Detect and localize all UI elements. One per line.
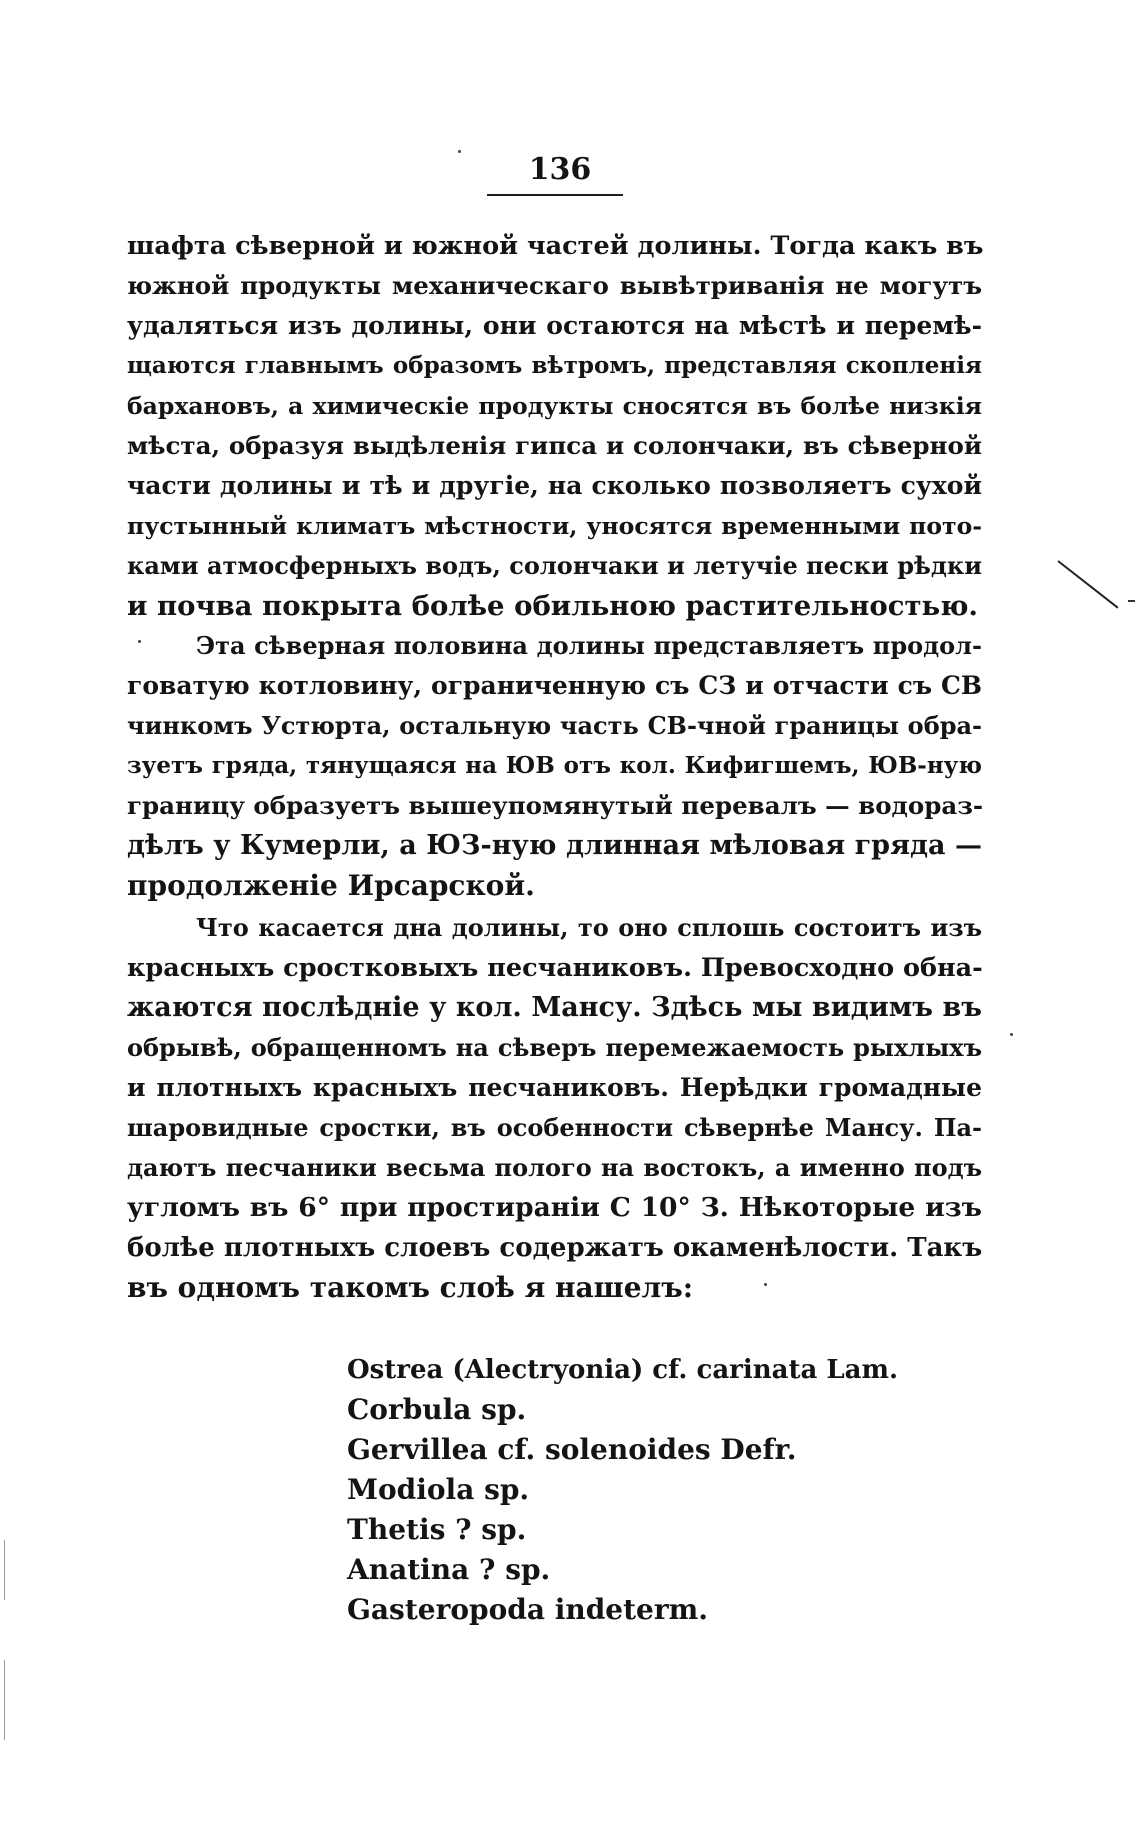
text-line: дѣлъ у Кумерли, а ЮЗ-ную длинная мѣловая гряда —	[127, 830, 982, 861]
page-number-rule	[487, 194, 623, 196]
scan-speck	[1010, 1033, 1013, 1036]
text-line: пустынный климатъ мѣстности, уносятся временными пото-	[127, 512, 982, 540]
text-line: шаровидные сростки, въ особенности сѣвернѣе Мансу. Па-	[127, 1113, 982, 1142]
text-line: шафта сѣверной и южной частей долины. Тогда какъ въ	[127, 231, 984, 261]
fossil-list-item: Corbula sp.	[347, 1393, 527, 1426]
text-line: говатую котловину, ограниченную съ СЗ и отчасти съ СВ	[127, 671, 982, 700]
text-line: въ одномъ такомъ слоѣ я нашелъ:	[127, 1271, 694, 1304]
text-line: части долины и тѣ и другіе, на сколько позволяетъ сухой	[127, 471, 982, 500]
page-number: 136	[528, 152, 592, 187]
text-line: красныхъ сростковыхъ песчаниковъ. Превосходно обна-	[127, 953, 983, 983]
scan-edge-line	[4, 1660, 5, 1740]
scan-speck	[458, 150, 461, 153]
fossil-list-item: Gervillea cf. solenoides Defr.	[347, 1433, 797, 1466]
text-line: и почва покрыта болѣе обильною растительностью.	[127, 590, 978, 622]
fossil-list-item: Modiola sp.	[347, 1473, 530, 1506]
text-line: болѣе плотныхъ слоевъ содержатъ окаменѣлости. Такъ	[127, 1233, 983, 1263]
text-line: угломъ въ 6° при простираніи С 10° З. Нѣкоторые изъ	[127, 1192, 982, 1223]
scan-edge-line	[4, 1540, 5, 1600]
text-line: южной продукты механическаго вывѣтриванія не могутъ	[127, 271, 982, 300]
fossil-list-item: Anatina ? sp.	[347, 1553, 551, 1586]
text-line: и плотныхъ красныхъ песчаниковъ. Нерѣдки громадные	[127, 1073, 982, 1102]
text-line: продолженіе Ирсарской.	[127, 869, 535, 902]
text-line: Что касается дна долины, то оно сплошь состоитъ изъ	[196, 913, 982, 942]
text-line: чинкомъ Устюрта, остальную часть СВ-чной границы обра-	[127, 711, 982, 740]
scan-speck	[138, 640, 141, 643]
text-line: удаляться изъ долины, они остаются на мѣстѣ и перемѣ-	[127, 311, 982, 340]
text-line: мѣста, образуя выдѣленія гипса и солончаки, въ сѣверной	[127, 431, 982, 460]
scan-speck	[764, 1283, 767, 1286]
fossil-list-item: Thetis ? sp.	[347, 1513, 527, 1546]
text-line: щаются главнымъ образомъ вѣтромъ, представляя скопленія	[127, 352, 982, 379]
text-line: даютъ песчаники весьма полого на востокъ, а именно подъ	[127, 1153, 982, 1182]
text-line: ками атмосферныхъ водъ, солончаки и летучіе пески рѣдки	[127, 551, 982, 580]
fossil-list-item: Ostrea (Alectryonia) cf. carinata Lam.	[347, 1355, 899, 1385]
text-line: Эта сѣверная половина долины представляетъ продол-	[196, 631, 982, 660]
text-line: зуетъ гряда, тянущаяся на ЮВ отъ кол. Кифигшемъ, ЮВ-ную	[127, 752, 982, 779]
text-line: жаются послѣдніе у кол. Мансу. Здѣсь мы видимъ въ	[127, 992, 982, 1023]
text-line: обрывѣ, обращенномъ на сѣверъ перемежаемость рыхлыхъ	[127, 1033, 982, 1062]
text-line: бархановъ, а химическіе продукты сносятся въ болѣе низкія	[127, 392, 982, 420]
fossil-list-item: Gasteropoda indeterm.	[347, 1593, 708, 1626]
text-line: границу образуетъ вышеупомянутый перевалъ — водораз-	[127, 791, 984, 820]
margin-pen-mark	[1057, 560, 1118, 608]
margin-pen-mark	[1128, 600, 1135, 602]
